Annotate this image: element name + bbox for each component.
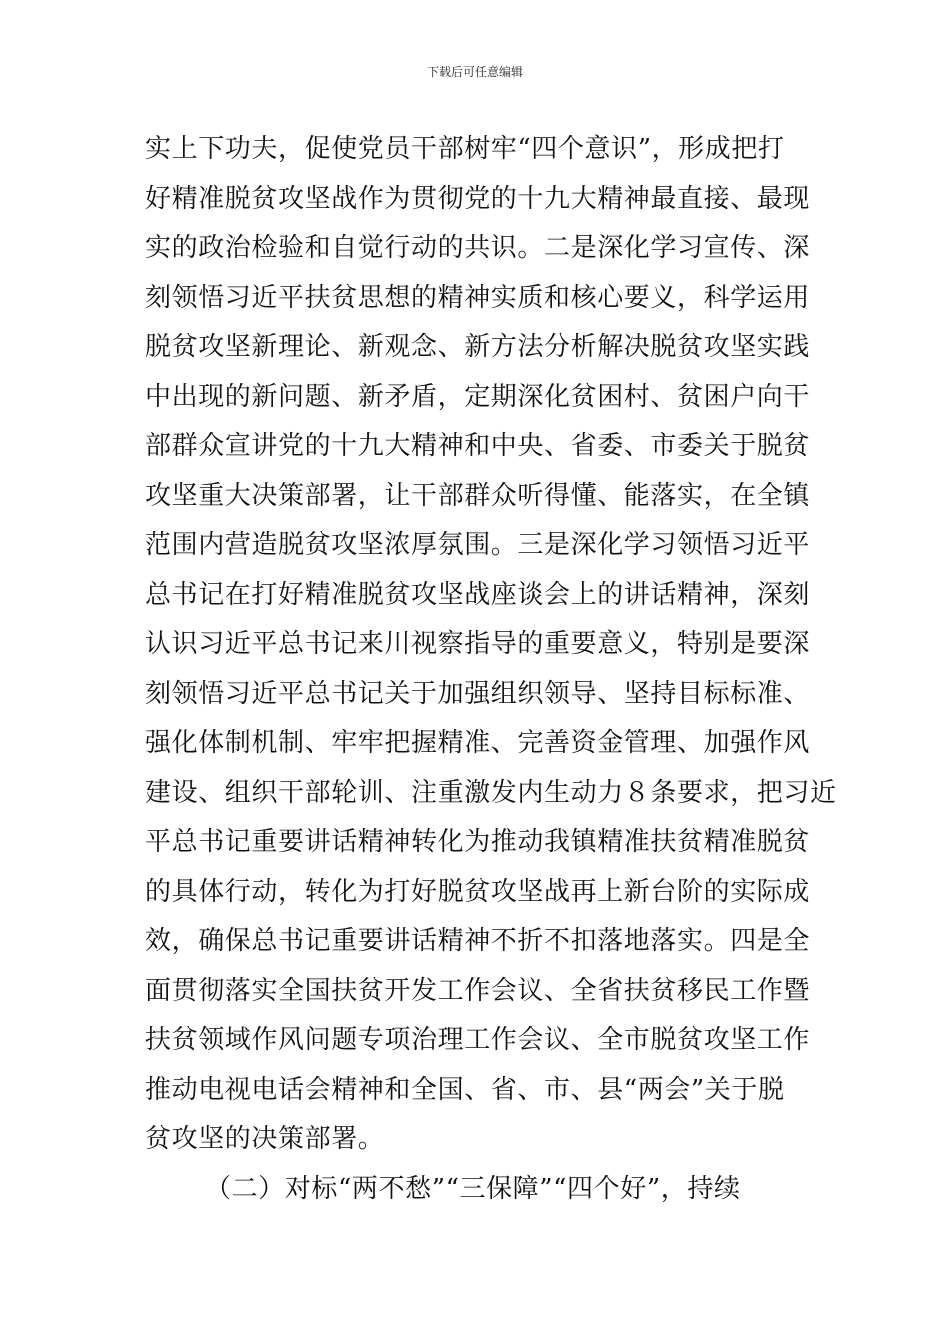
- text-line: 的具体行动，转化为打好脱贫攻坚战再上新台阶的实际成: [145, 876, 811, 907]
- text-line: 平总书记重要讲话精神转化为推动我镇精准扶贫精准脱贫: [145, 827, 811, 857]
- text-line: 推动电视电话会精神和全国、省、市、县“两会”关于脱: [145, 1074, 785, 1105]
- text-line: 刻领悟习近平扶贫思想的精神实质和核心要义，科学运用: [145, 282, 811, 313]
- text-line: 扶贫领域作风问题专项治理工作会议、全市脱贫攻坚工作: [145, 1025, 811, 1055]
- text-line: 攻坚重大决策部署，让干部群众听得懂、能落实，在全镇: [145, 480, 811, 511]
- text-line: 脱贫攻坚新理论、新观念、新方法分析解决脱贫攻坚实践: [145, 332, 811, 362]
- text-line: 好精准脱贫攻坚战作为贯彻党的十九大精神最直接、最现: [145, 183, 811, 214]
- text-line: 强化体制机制、牢牢把握精准、完善资金管理、加强作风: [145, 728, 811, 758]
- text-line: 刻领悟习近平总书记关于加强组织领导、坚持目标标准、: [145, 678, 811, 709]
- text-line: 总书记在打好精准脱贫攻坚战座谈会上的讲话精神，深刻: [145, 579, 811, 610]
- text-line: 实的政治检验和自觉行动的共识。二是深化学习宣传、深: [145, 233, 811, 263]
- document-body: [145, 125, 837, 1214]
- text-line: 部群众宣讲党的十九大精神和中央、省委、市委关于脱贫: [145, 431, 811, 461]
- text-line: 效，确保总书记重要讲话精神不折不扣落地落实。四是全: [145, 926, 811, 956]
- text-line: 面贯彻落实全国扶贫开发工作会议、全省扶贫移民工作暨: [145, 975, 811, 1006]
- text-line: 实上下功夫，促使党员干部树牢“四个意识”，形成把打: [145, 134, 785, 164]
- page-header: 下载后可任意编辑: [426, 65, 523, 79]
- text-line: 范围内营造脱贫攻坚浓厚氛围。三是深化学习领悟习近平: [145, 530, 811, 560]
- text-line: 贫攻坚的决策部署。: [145, 1124, 385, 1154]
- section-heading-line: （二）对标“两不愁”“三保障”“四个好”，持续: [205, 1173, 741, 1204]
- text-line: 中出现的新问题、新矛盾，定期深化贫困村、贫困户向干: [145, 381, 811, 412]
- text-line: 认识习近平总书记来川视察指导的重要意义，特别是要深: [145, 629, 811, 659]
- text-line: 建设、组织干部轮训、注重激发内生动力８条要求，把习近: [145, 777, 837, 808]
